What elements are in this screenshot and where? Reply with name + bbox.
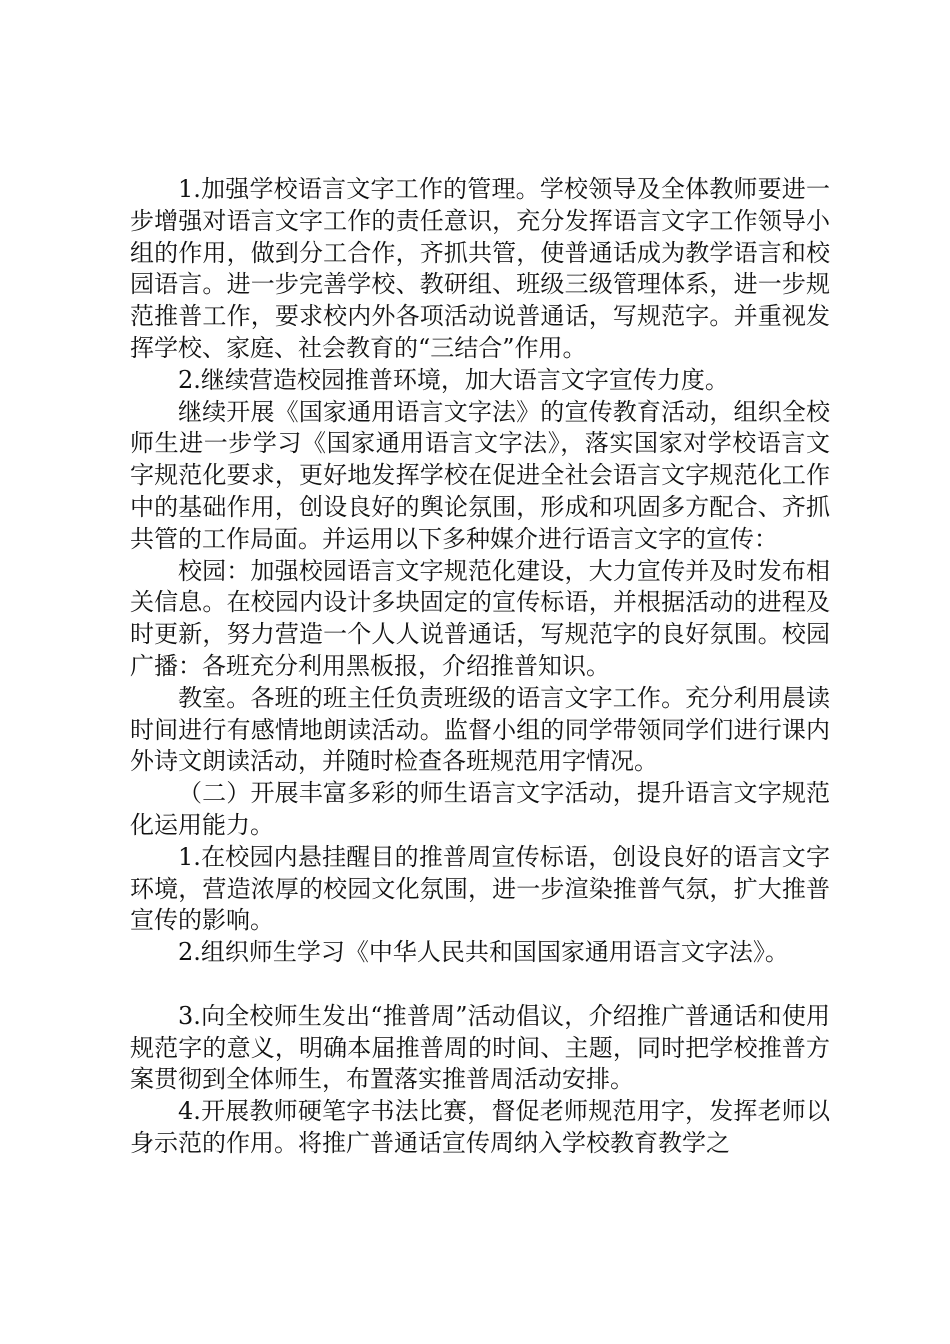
paragraph-study-law: 2.组织师生学习《中华人民共和国国家通用语言文字法》。: [178, 938, 789, 967]
paragraph-section-two-heading: （二）开展丰富多彩的师生语言文字活动，提升语言文字规范化运用能力。: [130, 779, 830, 839]
paragraph-law-publicity: 继续开展《国家通用语言文字法》的宣传教育活动，组织全校师生进一步学习《国家通用语言文字法》，落实国家对学校语言文字规范化要求，更好地发挥学校在促进全社会语言文字规范化工作中的基础作用，创设良好的舆论氛围，形成和巩固多方配合、齐抓共管的工作局面。并运用以下多种媒介进行语言文字的宣传：: [130, 397, 830, 553]
paragraph-campus: 校园：加强校园语言文字规范化建设，大力宣传并及时发布相关信息。在校园内设计多块固定的宣传标语，并根据活动的进程及时更新，努力营造一个人人说普通话，写规范字的良好氛围。校园广播：各班充分利用黑板报，介绍推普知识。: [130, 556, 830, 680]
paragraph-classroom: 教室。各班的班主任负责班级的语言文字工作。充分利用晨读时间进行有感情地朗读活动。监督小组的同学带领同学们进行课内外诗文朗读活动，并随时检查各班规范用字情况。: [130, 683, 830, 776]
paragraph-slogans: 1.在校园内悬挂醒目的推普周宣传标语，创设良好的语言文字环境，营造浓厚的校园文化氛围，进一步渲染推普气氛，扩大推普宣传的影响。: [130, 842, 830, 935]
paragraph-management: 1.加强学校语言文字工作的管理。学校领导及全体教师要进一步增强对语言文字工作的责任意识，充分发挥语言文字工作领导小组的作用，做到分工合作，齐抓共管，使普通话成为教学语言和校园语言。进一步完善学校、教研组、班级三级管理体系，进一步规范推普工作，要求校内外各项活动说普通话，写规范字。并重视发挥学校、家庭、社会教育的“三结合”作用。: [130, 175, 830, 362]
paragraph-calligraphy: 4.开展教师硬笔字书法比赛，督促老师规范用字，发挥老师以身示范的作用。将推广普通话宣传周纳入学校教育教学之: [130, 1097, 830, 1157]
paragraph-environment-heading: 2.继续营造校园推普环境，加大语言文字宣传力度。: [178, 365, 729, 394]
paragraph-spacer: [130, 969, 830, 1001]
document-body: [130, 174, 830, 1160]
paragraph-initiative: 3.向全校师生发出“推普周”活动倡议，介绍推广普通话和使用规范字的意义，明确本届推普周的时间、主题，同时把学校推普方案贯彻到全体师生，布置落实推普周活动安排。: [130, 1001, 830, 1094]
